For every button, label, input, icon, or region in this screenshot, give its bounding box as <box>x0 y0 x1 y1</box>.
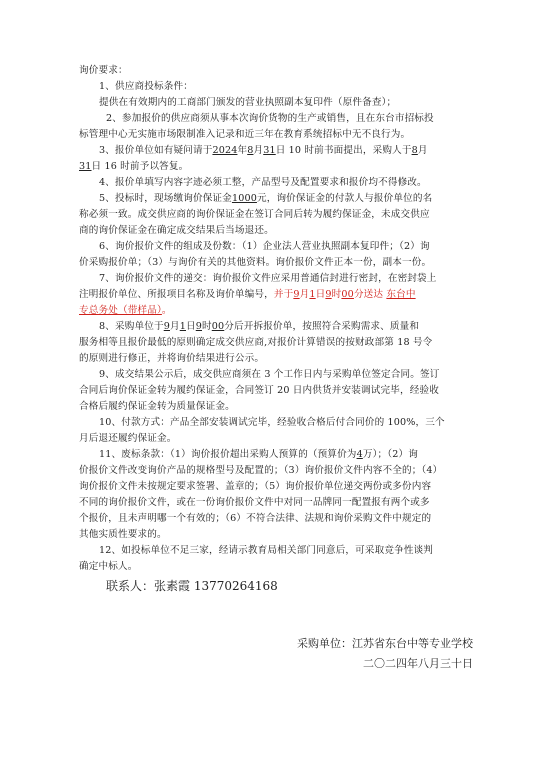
section-7-line-2: 注明报价单位、所报项目名称及询价单编号，并于9月1日9时00分送达 东台中 <box>79 289 416 300</box>
section-1-title: 1、供应商投标条件： <box>99 81 193 92</box>
section-9-line-3: 合格后履约保证金转为质量保证金。 <box>79 401 235 412</box>
section-11-line-3: 询价报价文件未按规定要求签署、盖章的；（5）询价报价单位递交两份或多份内容 <box>79 481 432 492</box>
signature-date: 二〇二四年八月三十日 <box>363 657 473 670</box>
section-2-line-1: 2、参加报价的供应商须从事本次询价货物的生产或销售，且在东台市招标投 <box>106 113 434 124</box>
section-4: 4、报价单填写内容字迹必须工整，产品型号及配置要求和报价均不得修改。 <box>99 177 427 188</box>
section-8-line-3: 的原则进行修正，并将询价结果进行公示。 <box>79 353 265 364</box>
section-3-line-1: 3、报价单位如有疑问请于2024年8月31日 10 时前书面提出，采购人于8月 <box>99 145 428 156</box>
heading: 询价要求： <box>79 65 128 76</box>
section-12-line-1: 12、如投标单位不足三家，经请示教育局相关部门同意后，可采取竞争性谈判 <box>99 545 434 556</box>
section-2-line-2: 标管理中心无实施市场限制准入记录和近三年在教育系统招标中无不良行为。 <box>79 129 411 140</box>
section-10-line-1: 10、付款方式：产品全部安装调试完毕，经验收合格后付合同价的 100%，三个 <box>99 417 445 428</box>
section-5-line-2: 称必须一致。成交供应商的询价保证金在签订合同后转为履约保证金，未成交供应 <box>79 209 430 220</box>
section-12-line-2: 确定中标人。 <box>79 561 138 572</box>
section-6-line-2: 价采购报价单；（3）与询价有关的其他资料。询价报价文件正本一份，副本一份。 <box>79 257 432 268</box>
section-8-line-1: 8、采购单位于9月1日9时00分后开拆报价单，按照符合采购需求、质量和 <box>99 321 420 332</box>
section-7-line-1: 7、询价报价文件的递交：询价报价文件应采用普通信封进行密封，在密封袋上 <box>99 273 437 284</box>
section-7-line-3: 专总务处（带样品）。 <box>79 305 172 316</box>
section-9-line-2: 合同后询价保证金转为履约保证金，合同签订 20 日内供货并安装调试完毕，经验收 <box>79 385 439 396</box>
contact-person: 联系人：张素霞 13770264168 <box>106 579 278 593</box>
section-5-line-1: 5、投标时，现场缴询价保证金1000元，询价保证金的付款人与报价单位的名 <box>99 193 433 204</box>
section-11-line-5: 个报价，且未声明哪一个有效的；（6）不符合法律、法规和询价采购文件中规定的 <box>79 513 432 524</box>
section-11-line-1: 11、废标条款：（1）询价报价超出采购人预算的（预算价为4万）；（2）询 <box>99 449 418 460</box>
section-11-line-2: 价报价文件改变询价产品的规格型号及配置的；（3）询价报价文件内容不全的；（4） <box>79 465 443 476</box>
section-11-line-4: 不同的询价报价文件，或在一份询价报价文件中对同一品牌同一配置报有两个或多 <box>79 497 430 508</box>
section-1-line-1: 提供在有效期内的工商部门颁发的营业执照副本复印件（原件备查）； <box>99 97 397 108</box>
section-6-line-1: 6、询价报价文件的组成及份数：（1）企业法人营业执照副本复印件；（2）询 <box>99 241 430 252</box>
section-10-line-2: 月后退还履约保证金。 <box>79 433 177 444</box>
section-9-line-1: 9、成交结果公示后，成交供应商须在 3 个工作日内与采购单位签定合同。签订 <box>99 369 440 380</box>
section-5-line-3: 商的询价保证金在确定成交结果后当场退还。 <box>79 225 274 236</box>
section-3-line-2: 31日 16 时前予以答复。 <box>79 161 189 172</box>
section-8-line-2: 服务相等且报价最低的原则确定成交供应商,对报价计算错误的按财政部第 18 号令 <box>79 337 433 348</box>
signature-unit: 采购单位：江苏省东台中等专业学校 <box>297 637 473 650</box>
section-11-line-6: 其他实质性要求的。 <box>79 529 167 540</box>
